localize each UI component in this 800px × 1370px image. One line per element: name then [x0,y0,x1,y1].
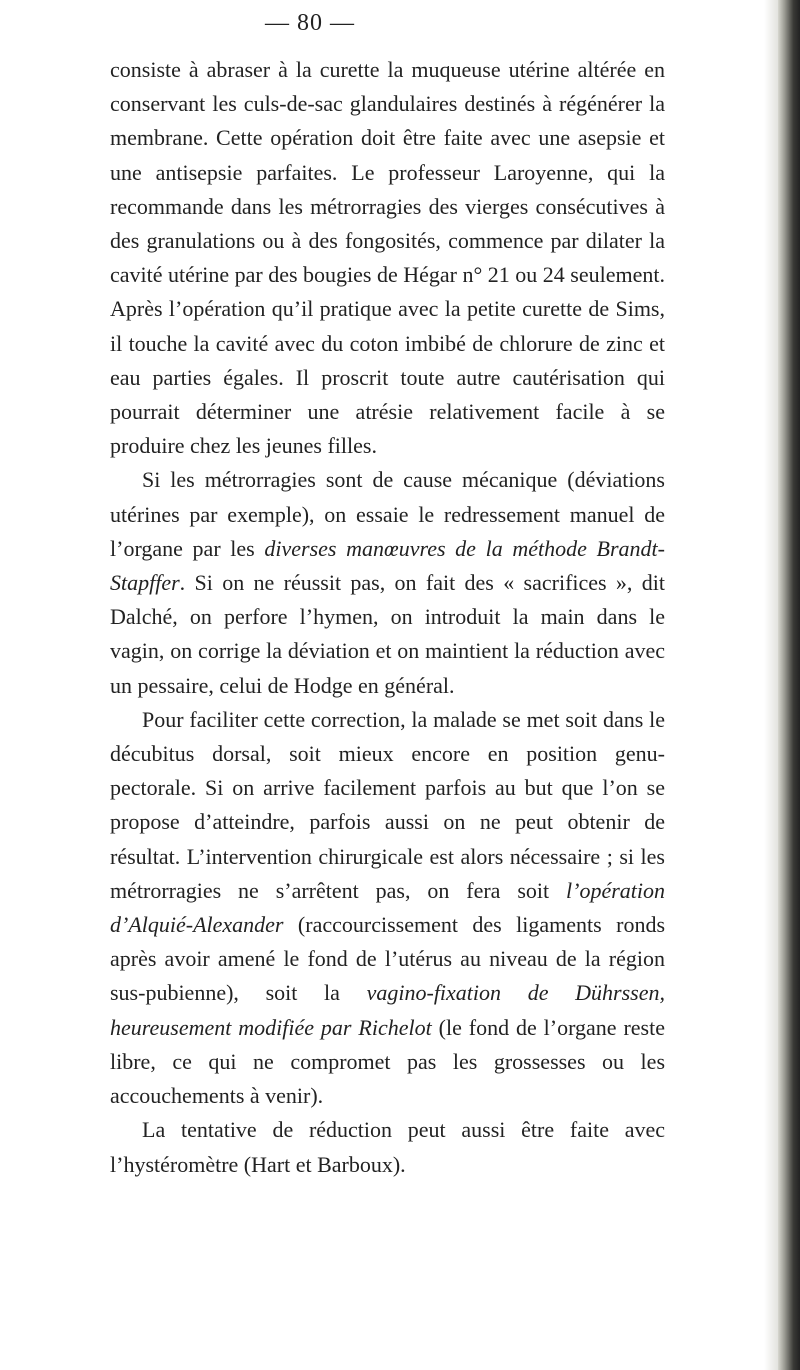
text-run: (raccourcissement des ligaments ronds après avoir amené le fond de l’utérus au niveau de la région sus-pubienne), soit la [110,912,665,1006]
italic-text: diverses manœuvres de la méthode Brandt-Stapffer [110,535,665,596]
binding-edge [778,0,800,1370]
paragraph [110,53,665,463]
text-run: (le fond de l’organe reste libre, ce qui ne compromet pas les grossesses ou les accouchements à venir). [110,1014,665,1109]
text-run: La tentative de réduction peut aussi être faite avec l’hystéromètre (Hart et Barboux). [110,1117,665,1177]
binding-shadow [764,0,778,1370]
paragraph [110,1113,665,1181]
text-run: Pour faciliter cette correction, la malade se met soit dans le décubitus dorsal, soit mieux encore en position genu-pectorale. Si on arrive facilement parfois au but que l’on se propose d’atteindre, parfois aussi on ne peut obtenir de résultat. L’intervention chirurgicale est alors nécessaire ; si les métrorragies ne s’arrêtent pas, on fera soit [110,706,665,903]
text-run: . Si on ne réussit pas, on fait des « sacrifices », dit Dalché, on perfore l’hymen, on introduit la main dans le vagin, on corrige la déviation et on maintient la réduction avec un pessaire, celui de Hodge en général. [110,570,665,698]
paragraph [110,703,665,1113]
italic-text: vagino-fixation de Dührssen, heureusement modifiée par Richelot [110,980,665,1040]
body-text [110,53,665,1182]
paragraph [110,463,665,702]
text-run: consiste à abraser à la curette la muqueuse utérine altérée en conservant les culs-de-sac glandulaires destinés à régénérer la membrane. Cette opération doit être faite avec une asepsie et une antisepsie parfaites. Le professeur Laroyenne, qui la recommande dans les métrorragies des vierges consécutives à des granulations ou à des fongosités, commence par dilater la cavité utérine par des bougies de Hégar n° 21 ou 24 seulement. Après l’opération qu’il pratique avec la petite curette de Sims, il touche la cavité avec du coton imbibé de chlorure de zinc et eau parties égales. Il proscrit toute autre cautérisation qui pourrait déterminer une atrésie relativement facile à se produire chez les jeunes filles. [110,57,665,459]
text-run: Si les métrorragies sont de cause mécanique (déviations utérines par exemple), on essaie le redressement manuel de l’organe par les [110,467,665,561]
page-number: — 80 — [265,10,355,36]
italic-text: l’opération d’Alquié-Alexander [110,877,665,938]
